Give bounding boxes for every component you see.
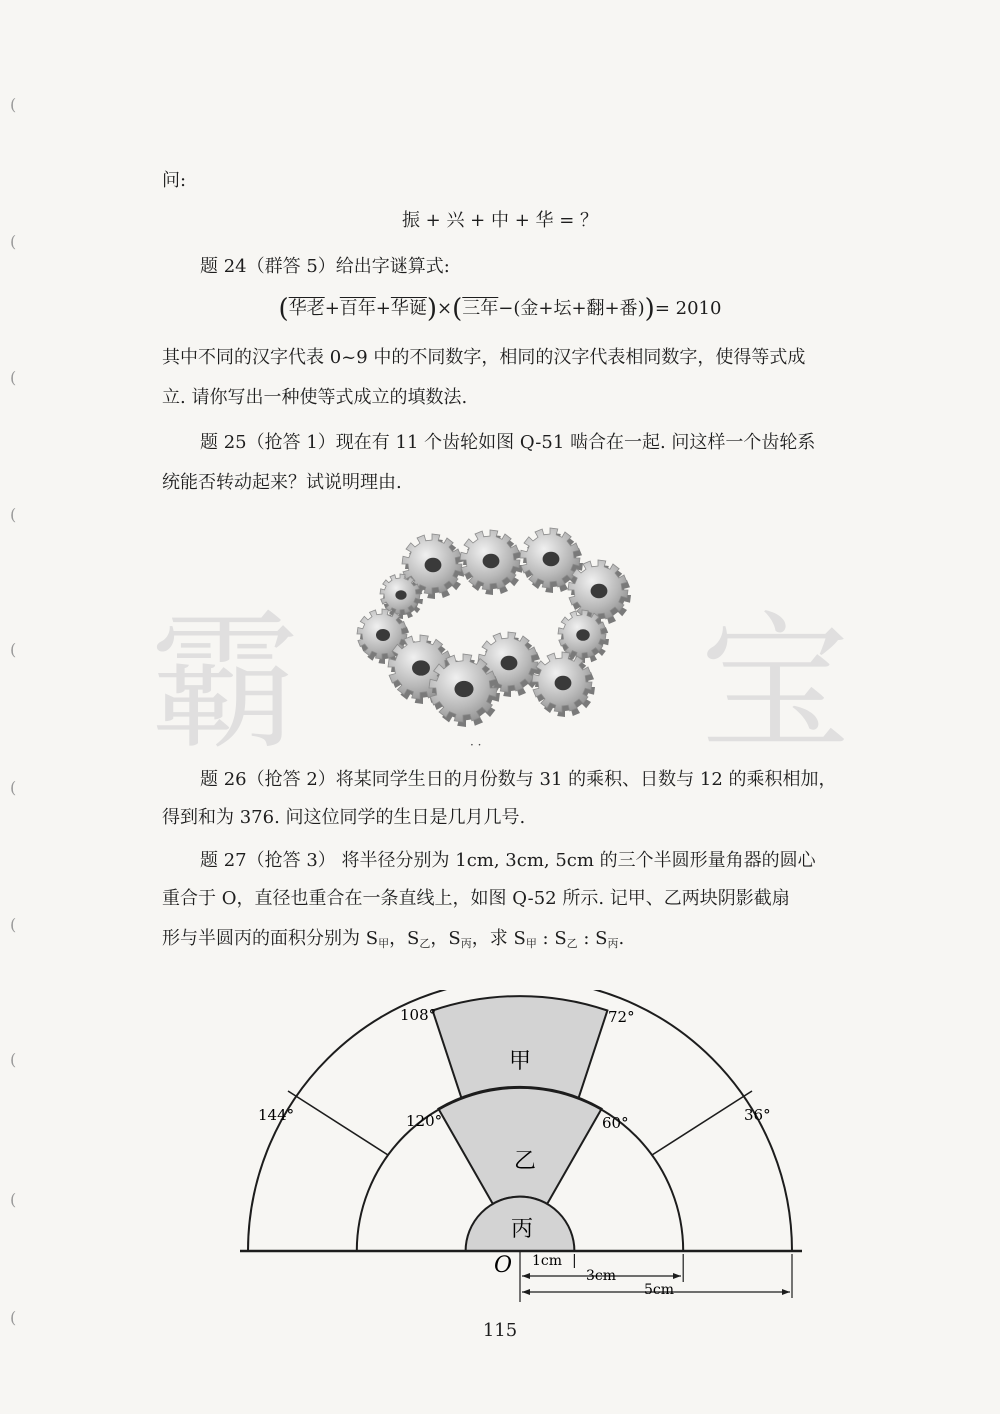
q27-sub: 丙 [460,937,472,950]
gear-hole [555,676,572,690]
q27-sub: 乙 [566,937,578,950]
margin-mark: ( [10,1190,17,1209]
region-label-bing: 丙 [510,1217,534,1242]
q27-text: ，S [389,928,420,949]
margin-mark: ( [10,95,17,114]
angle-label-144: 144° [258,1106,295,1124]
margin-mark: ( [10,915,17,934]
q26-line2: 得到和为 376. 问这位同学的生日是几月几号. [162,807,526,828]
eq-term-5: (金+坛+翻+番) [513,298,645,319]
angle-label-36: 36° [744,1106,771,1124]
gear-hole [376,629,390,641]
angle-label-72: 72° [608,1008,635,1026]
margin-mark: ( [10,505,17,524]
region-label-jia: 甲 [508,1049,532,1074]
eq-result: = 2010 [654,298,722,319]
q27-sub: 丙 [607,937,619,950]
q27-text: 形与半圆丙的面积分别为 S [162,928,379,949]
arrowhead [522,1289,530,1295]
q27-sub: 甲 [378,937,390,950]
angle-label-60: 60° [602,1114,629,1132]
eq-term-1: 华老 [288,298,325,319]
q27-line1: 题 27（抢答 3） 将半径分别为 1cm, 3cm, 5cm 的三个半圆形量角器的圆心 [200,850,816,871]
gear-hole [425,558,442,572]
q27-line2: 重合于 O，直径也重合在一条直线上，如图 Q-52 所示. 记甲、乙两块阴影截扇 [162,888,790,909]
gear-hole [591,584,608,598]
q24-equation: (华老+百年+华诞)×(三年−(金+坛+翻+番))= 2010 [278,294,722,324]
arrowhead [522,1273,530,1279]
eq-term-3: 华诞 [390,298,427,319]
dim-label-3cm: 3cm [586,1268,617,1284]
region-label-yi: 乙 [513,1149,537,1174]
gear-hole [454,681,473,697]
gear-hole [501,656,518,670]
riddle-23: 振 + 兴 + 中 + 华 = ？ [401,210,599,231]
dim-label-5cm: 5cm [644,1282,675,1298]
gear-figure [350,522,650,732]
arrowhead [782,1289,790,1295]
margin-mark: ( [10,232,17,251]
q25-line1: 题 25（抢答 1）现在有 11 个齿轮如图 Q-51 啮合在一起. 问这样一个齿轮系 [200,432,816,453]
q27-sub: 乙 [419,937,431,950]
gear-hole [395,590,406,600]
eq-minus: − [498,298,514,319]
eq-times: × [437,298,453,319]
eq-term-2: 百年 [339,298,376,319]
q24-line1: 其中不同的汉字代表 0~9 中的不同数字，相同的汉字代表相同数字，使得等式成 [162,347,806,368]
q24-header: 题 24（群答 5）给出字谜算式: [200,256,450,277]
page-number: 115 [482,1320,518,1341]
gear-hole [576,629,589,641]
dim-label-1cm: 1cm [532,1253,563,1269]
angle-label-108: 108° [400,1006,437,1024]
q26-line1: 题 26（抢答 2）将某同学生日的月份数与 31 的乘积、日数与 12 的乘积相加， [200,769,837,790]
margin-mark: ( [10,1050,17,1069]
radial-36 [652,1091,752,1155]
arrowhead [673,1273,681,1279]
q25-line2: 统能否转动起来？试说明理由. [162,472,402,493]
q27-text: ，求 S [471,928,526,949]
radial-144 [288,1091,388,1155]
gear-hole [412,660,430,675]
gear-hole [483,554,500,568]
q27-sub: 甲 [525,937,537,950]
watermark-right: 宝 [700,598,851,772]
origin-label: O [494,1253,513,1278]
q27-text: ，S [430,928,461,949]
q24-line2: 立. 请你写出一种使等式成立的填数法. [162,387,468,408]
q27-text: . [618,928,625,949]
figure-dots: · · [470,738,482,752]
margin-mark: ( [10,640,17,659]
eq-plus-1: + [324,298,340,319]
margin-mark: ( [10,778,17,797]
margin-mark: ( [10,368,17,387]
q27-text: : S [577,928,608,949]
question-label: 问: [162,170,187,191]
q27-text: : S [536,928,567,949]
watermark-left: 霸 [150,596,301,770]
q27-line3 [162,926,624,957]
margin-mark: ( [10,1308,17,1327]
sector-yi [438,1087,601,1204]
gear-hole [543,552,560,566]
angle-label-120: 120° [406,1112,443,1130]
protractor-figure [220,990,820,1310]
eq-plus-2: + [375,298,391,319]
eq-term-4: 三年 [462,298,499,319]
